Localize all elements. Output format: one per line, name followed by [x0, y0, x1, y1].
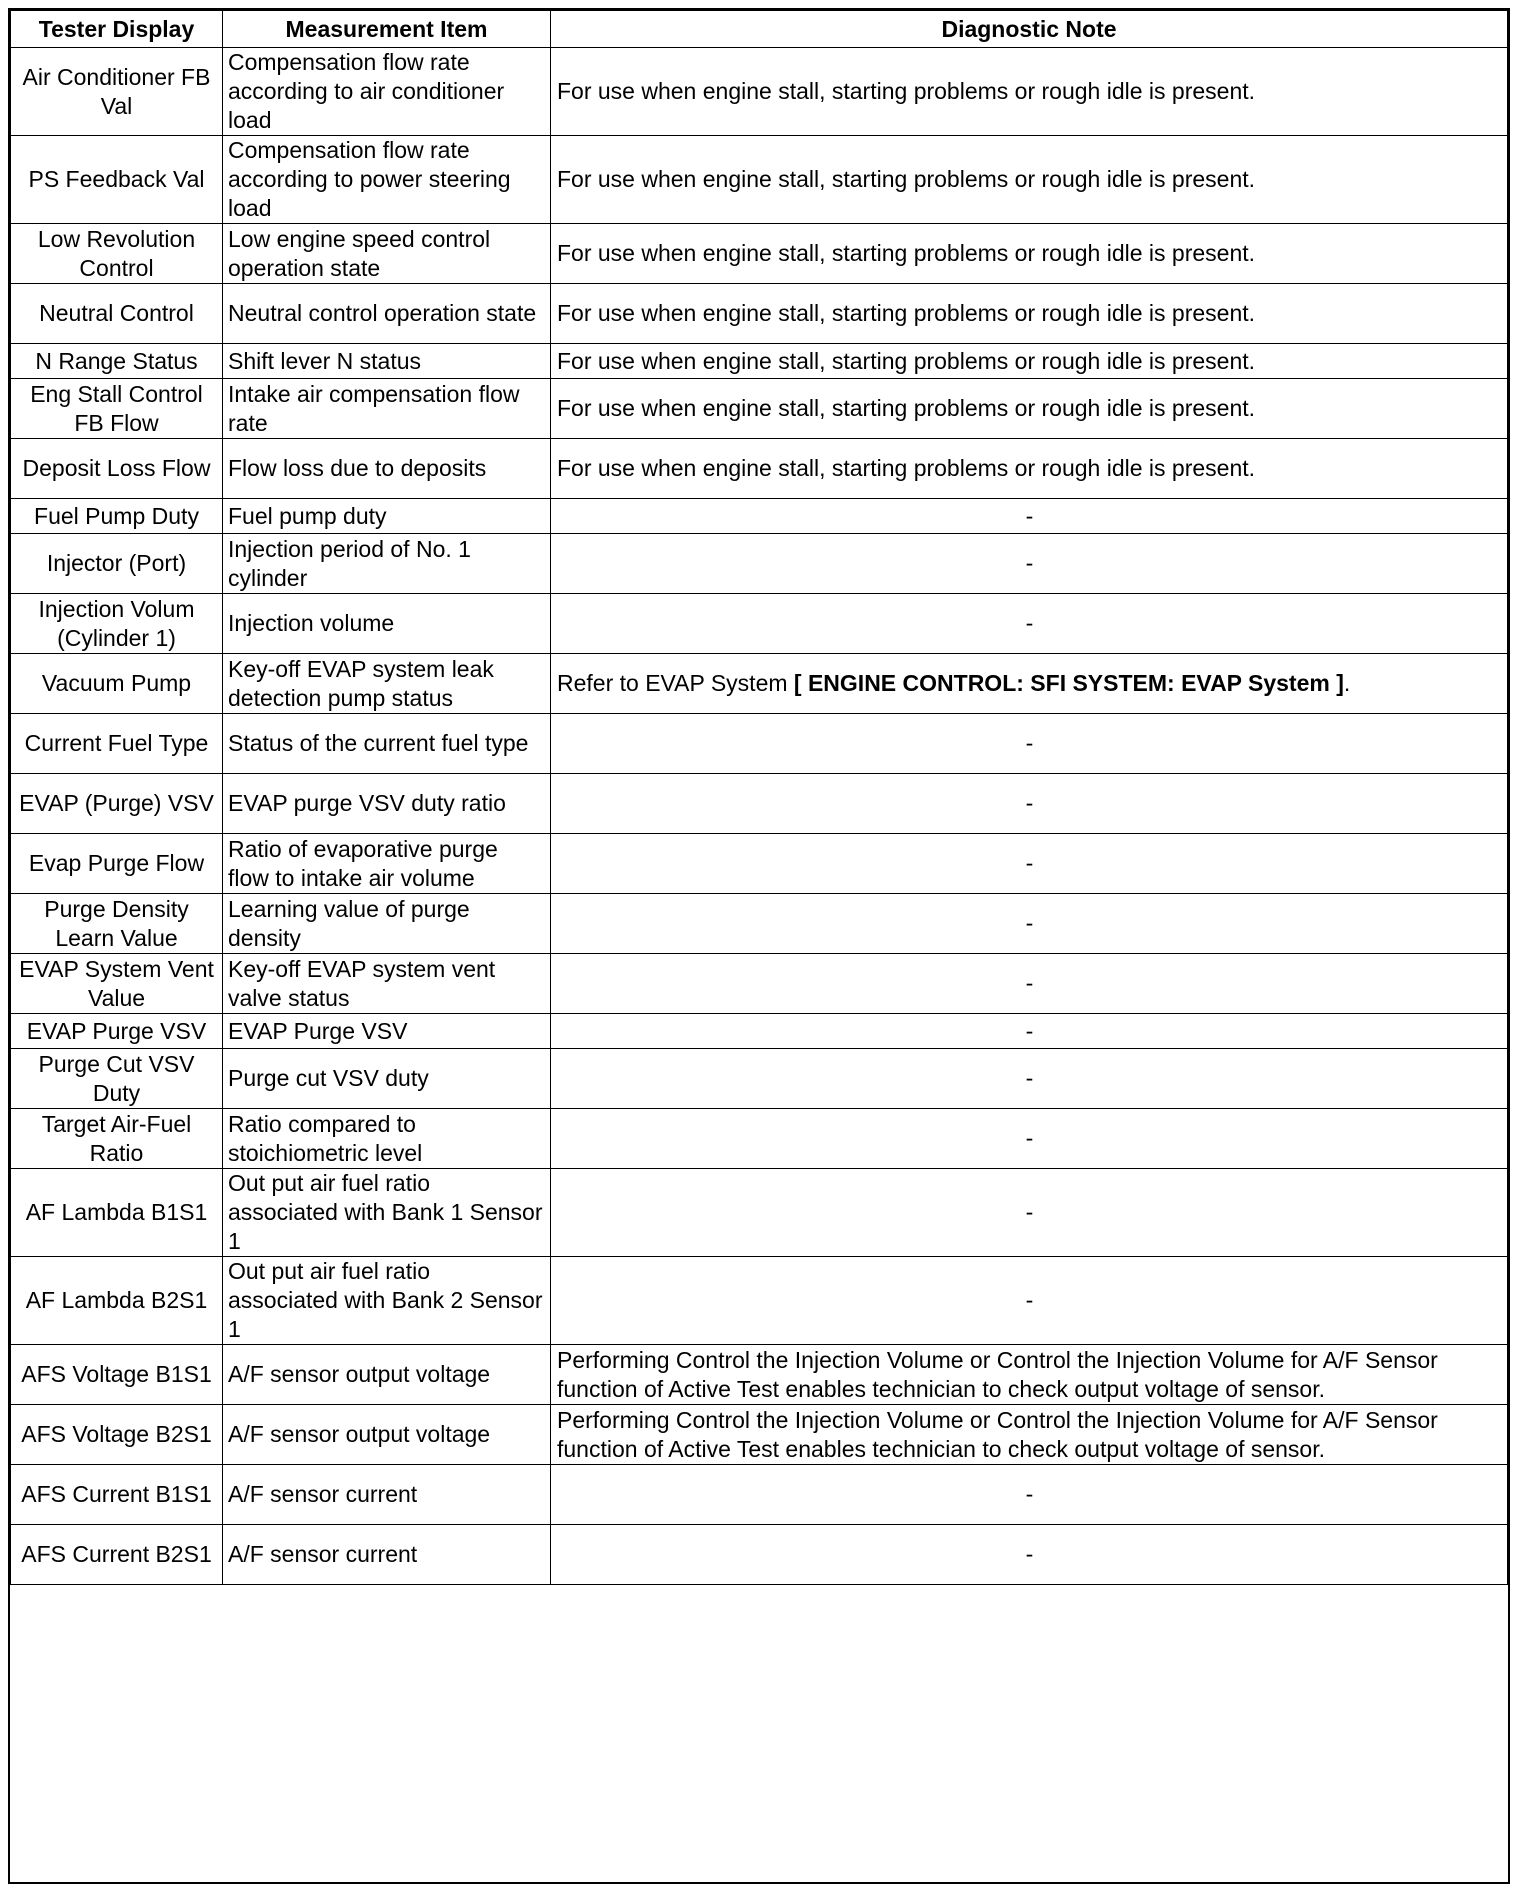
cell-tester-display: Injector (Port): [11, 534, 223, 594]
cell-measurement-item: A/F sensor current: [223, 1525, 551, 1585]
header-measurement-item: Measurement Item: [223, 11, 551, 48]
cell-diagnostic-note: -: [551, 1525, 1508, 1585]
data-list-table: [10, 10, 1508, 1585]
table-row: [11, 48, 1508, 136]
table-row: [11, 1257, 1508, 1345]
cell-tester-display: Deposit Loss Flow: [11, 439, 223, 499]
cell-measurement-item: Status of the current fuel type: [223, 714, 551, 774]
cell-tester-display: AFS Current B2S1: [11, 1525, 223, 1585]
cell-diagnostic-note: -: [551, 1049, 1508, 1109]
cell-diagnostic-note: For use when engine stall, starting problems or rough idle is present.: [551, 224, 1508, 284]
cell-measurement-item: Key-off EVAP system leak detection pump status: [223, 654, 551, 714]
table-row: [11, 1345, 1508, 1405]
cell-diagnostic-note: For use when engine stall, starting problems or rough idle is present.: [551, 379, 1508, 439]
table-row: [11, 344, 1508, 379]
cell-tester-display: AF Lambda B1S1: [11, 1169, 223, 1257]
cell-measurement-item: A/F sensor output voltage: [223, 1345, 551, 1405]
cell-measurement-item: Flow loss due to deposits: [223, 439, 551, 499]
header-diagnostic-note: Diagnostic Note: [551, 11, 1508, 48]
cell-diagnostic-note: Performing Control the Injection Volume or Control the Injection Volume for A/F Sensor function of Active Test enables technician to check output voltage of sensor.: [551, 1405, 1508, 1465]
cell-diagnostic-note: -: [551, 774, 1508, 834]
table-row: [11, 834, 1508, 894]
table-row: [11, 284, 1508, 344]
cell-tester-display: Neutral Control: [11, 284, 223, 344]
cell-tester-display: Purge Cut VSV Duty: [11, 1049, 223, 1109]
cell-diagnostic-note: -: [551, 714, 1508, 774]
cell-measurement-item: Ratio compared to stoichiometric level: [223, 1109, 551, 1169]
cell-tester-display: Low Revolution Control: [11, 224, 223, 284]
table-row: [11, 499, 1508, 534]
cell-diagnostic-note: -: [551, 594, 1508, 654]
cell-diagnostic-note: -: [551, 834, 1508, 894]
cell-diagnostic-note: -: [551, 1257, 1508, 1345]
header-tester-display: Tester Display: [11, 11, 223, 48]
cell-tester-display: Target Air-Fuel Ratio: [11, 1109, 223, 1169]
note-reference-link[interactable]: [ ENGINE CONTROL: SFI SYSTEM: EVAP System ]: [793, 670, 1344, 696]
cell-tester-display: Current Fuel Type: [11, 714, 223, 774]
cell-measurement-item: Compensation flow rate according to power steering load: [223, 136, 551, 224]
cell-tester-display: Injection Volum (Cylinder 1): [11, 594, 223, 654]
table-row: [11, 714, 1508, 774]
table-row: [11, 954, 1508, 1014]
cell-measurement-item: EVAP purge VSV duty ratio: [223, 774, 551, 834]
cell-diagnostic-note: -: [551, 1109, 1508, 1169]
cell-diagnostic-note: -: [551, 534, 1508, 594]
cell-diagnostic-note: -: [551, 1169, 1508, 1257]
cell-tester-display: AFS Current B1S1: [11, 1465, 223, 1525]
cell-measurement-item: Intake air compensation flow rate: [223, 379, 551, 439]
cell-measurement-item: Neutral control operation state: [223, 284, 551, 344]
note-suffix: .: [1343, 670, 1351, 696]
cell-measurement-item: Out put air fuel ratio associated with Bank 1 Sensor 1: [223, 1169, 551, 1257]
table-row: [11, 1049, 1508, 1109]
table-row: [11, 379, 1508, 439]
cell-tester-display: Eng Stall Control FB Flow: [11, 379, 223, 439]
cell-measurement-item: Ratio of evaporative purge flow to intake air volume: [223, 834, 551, 894]
cell-tester-display: Purge Density Learn Value: [11, 894, 223, 954]
cell-tester-display: EVAP System Vent Value: [11, 954, 223, 1014]
cell-tester-display: Vacuum Pump: [11, 654, 223, 714]
cell-diagnostic-note: -: [551, 894, 1508, 954]
cell-measurement-item: Injection period of No. 1 cylinder: [223, 534, 551, 594]
cell-tester-display: AFS Voltage B2S1: [11, 1405, 223, 1465]
cell-diagnostic-note: -: [551, 954, 1508, 1014]
table-row: [11, 894, 1508, 954]
cell-diagnostic-note: -: [551, 1465, 1508, 1525]
cell-measurement-item: A/F sensor current: [223, 1465, 551, 1525]
table-row: [11, 439, 1508, 499]
cell-tester-display: N Range Status: [11, 344, 223, 379]
cell-measurement-item: Out put air fuel ratio associated with Bank 2 Sensor 1: [223, 1257, 551, 1345]
table-row: [11, 1405, 1508, 1465]
cell-measurement-item: Compensation flow rate according to air conditioner load: [223, 48, 551, 136]
table-row: [11, 1014, 1508, 1049]
table-row: [11, 594, 1508, 654]
table-row: [11, 1465, 1508, 1525]
cell-tester-display: EVAP Purge VSV: [11, 1014, 223, 1049]
cell-diagnostic-note: For use when engine stall, starting problems or rough idle is present.: [551, 284, 1508, 344]
data-table-container: [8, 8, 1510, 1884]
cell-diagnostic-note: [551, 654, 1508, 714]
table-row: [11, 774, 1508, 834]
table-row: [11, 654, 1508, 714]
table-row: [11, 224, 1508, 284]
note-text: Refer to EVAP System: [557, 670, 794, 696]
cell-diagnostic-note: -: [551, 1014, 1508, 1049]
cell-diagnostic-note: -: [551, 499, 1508, 534]
cell-measurement-item: Shift lever N status: [223, 344, 551, 379]
cell-tester-display: EVAP (Purge) VSV: [11, 774, 223, 834]
cell-tester-display: AF Lambda B2S1: [11, 1257, 223, 1345]
table-row: [11, 136, 1508, 224]
cell-diagnostic-note: For use when engine stall, starting problems or rough idle is present.: [551, 439, 1508, 499]
cell-measurement-item: Learning value of purge density: [223, 894, 551, 954]
cell-measurement-item: EVAP Purge VSV: [223, 1014, 551, 1049]
table-row: [11, 1109, 1508, 1169]
cell-diagnostic-note: Performing Control the Injection Volume or Control the Injection Volume for A/F Sensor function of Active Test enables technician to check output voltage of sensor.: [551, 1345, 1508, 1405]
cell-diagnostic-note: For use when engine stall, starting problems or rough idle is present.: [551, 136, 1508, 224]
cell-diagnostic-note: For use when engine stall, starting problems or rough idle is present.: [551, 48, 1508, 136]
cell-diagnostic-note: For use when engine stall, starting problems or rough idle is present.: [551, 344, 1508, 379]
cell-measurement-item: A/F sensor output voltage: [223, 1405, 551, 1465]
cell-tester-display: Air Conditioner FB Val: [11, 48, 223, 136]
cell-tester-display: Fuel Pump Duty: [11, 499, 223, 534]
table-row: [11, 1169, 1508, 1257]
cell-measurement-item: Key-off EVAP system vent valve status: [223, 954, 551, 1014]
table-header-row: [11, 11, 1508, 48]
cell-measurement-item: Low engine speed control operation state: [223, 224, 551, 284]
table-row: [11, 1525, 1508, 1585]
cell-tester-display: AFS Voltage B1S1: [11, 1345, 223, 1405]
cell-tester-display: Evap Purge Flow: [11, 834, 223, 894]
cell-measurement-item: Fuel pump duty: [223, 499, 551, 534]
cell-measurement-item: Injection volume: [223, 594, 551, 654]
table-row: [11, 534, 1508, 594]
cell-tester-display: PS Feedback Val: [11, 136, 223, 224]
cell-measurement-item: Purge cut VSV duty: [223, 1049, 551, 1109]
